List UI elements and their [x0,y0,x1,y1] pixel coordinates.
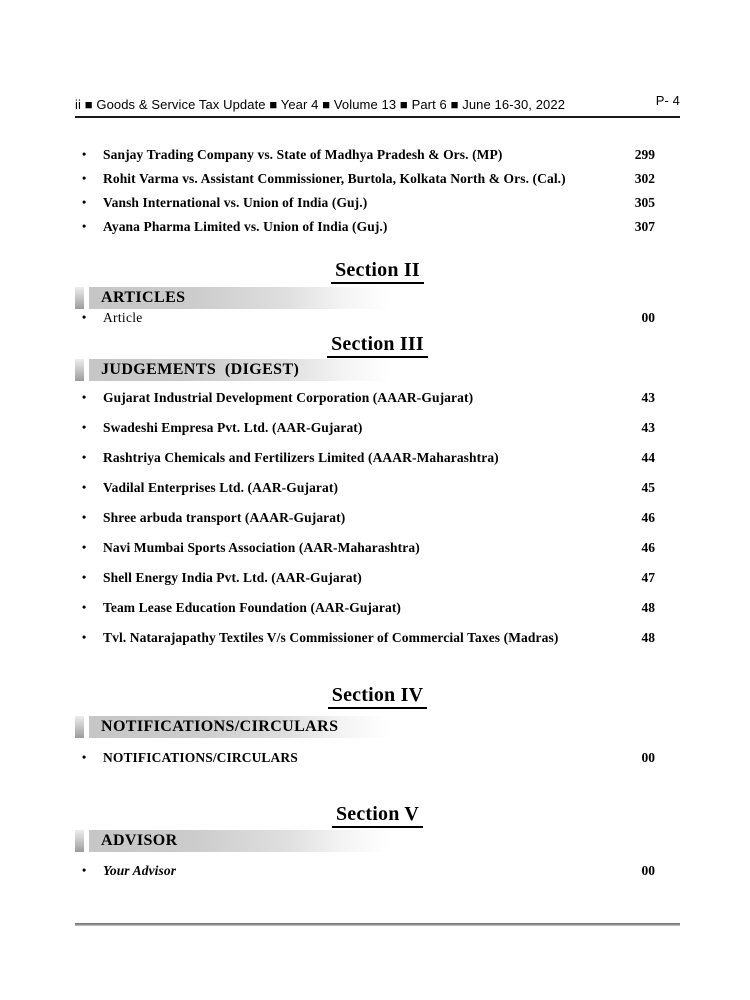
toc-entry-page: 00 [641,863,655,878]
toc-entry-title: Vadilal Enterprises Ltd. (AAR-Gujarat) [103,480,339,495]
banner-accent-strip [75,287,84,309]
bullet-icon: • [82,450,87,464]
toc-entry-page: 45 [641,480,655,495]
toc-entry-title: Your Advisor [103,863,177,878]
bullet-icon: • [82,171,87,185]
toc-entry-page: 307 [634,219,655,234]
section-iii [75,332,680,660]
footer-rule [75,923,680,926]
bullet-icon: • [82,219,87,233]
section-heading-text: Section II [331,259,424,284]
toc-entry-page: 47 [641,570,655,585]
section-banner-label: ARTICLES [101,289,186,306]
banner-bar [89,359,389,381]
toc-entry-page: 46 [641,540,655,555]
judgements-list [75,390,680,660]
toc-entry [75,195,680,219]
section-heading-text: Section V [332,803,423,828]
bullet-icon: • [82,310,87,324]
bullet-icon: • [82,195,87,209]
toc-entry [75,540,680,570]
toc-entry [75,570,680,600]
section-heading [75,683,680,707]
toc-entry [75,450,680,480]
toc-entry-title: Tvl. Natarajapathy Textiles V/s Commissioner of Commercial Taxes (Madras) [103,630,559,645]
toc-entry-page: 48 [641,600,655,615]
toc-entry [75,390,680,420]
bullet-icon: • [82,570,87,584]
bullet-icon: • [82,420,87,434]
toc-entry-page: 43 [641,390,655,405]
case-list-intro [75,147,680,243]
section-heading [75,332,680,356]
toc-entry [75,147,680,171]
toc-entry-title: NOTIFICATIONS/CIRCULARS [103,750,298,765]
toc-entry-title: Shree arbuda transport (AAAR-Gujarat) [103,510,346,525]
toc-entry-page: 00 [641,750,655,765]
toc-entry [75,750,680,770]
section-banner [75,830,680,852]
toc-entry-page: 46 [641,510,655,525]
section-ii [75,258,680,330]
toc-entry-title: Article [103,310,143,325]
section-heading [75,258,680,282]
toc-entry [75,480,680,510]
toc-entry [75,219,680,243]
toc-entry [75,630,680,660]
section-iv [75,683,680,770]
banner-bar [89,830,389,852]
toc-entry-title: Team Lease Education Foundation (AAR-Gujarat) [103,600,402,615]
toc-entry-page: 00 [641,310,655,325]
section-banner [75,359,680,381]
toc-entry-page: 302 [634,171,655,186]
banner-accent-strip [75,830,84,852]
section-heading [75,802,680,826]
bullet-icon: • [82,390,87,404]
bullet-icon: • [82,540,87,554]
section-banner-label: JUDGEMENTS (DIGEST) [101,361,300,378]
bullet-icon: • [82,600,87,614]
bullet-icon: • [82,863,87,877]
toc-entry-page: 44 [641,450,655,465]
section-banner [75,287,680,309]
toc-entry-title: Navi Mumbai Sports Association (AAR-Maharashtra) [103,540,420,555]
toc-entry-title: Shell Energy India Pvt. Ltd. (AAR-Gujarat) [103,570,362,585]
section-banner-label: ADVISOR [101,832,178,849]
toc-entry-page: 43 [641,420,655,435]
banner-bar [89,716,389,738]
toc-entry-title: Rohit Varma vs. Assistant Commissioner, Burtola, Kolkata North & Ors. (Cal.) [103,171,566,186]
toc-entry [75,863,680,883]
banner-bar [89,287,389,309]
toc-entry-title: Vansh International vs. Union of India (Guj.) [103,195,368,210]
toc-entry [75,510,680,540]
bullet-icon: • [82,480,87,494]
toc-entry [75,600,680,630]
running-header-title: ii ■ Goods & Service Tax Update ■ Year 4 ■ Volume 13 ■ Part 6 ■ June 16-30, 2022 [75,97,566,112]
section-v [75,802,680,883]
banner-accent-strip [75,359,84,381]
running-header [75,93,680,118]
section-banner [75,716,680,738]
bullet-icon: • [82,147,87,161]
toc-entry-page: 305 [634,195,655,210]
section-banner-label: NOTIFICATIONS/CIRCULARS [101,718,339,735]
section-heading-text: Section III [327,333,428,358]
toc-entry-title: Ayana Pharma Limited vs. Union of India (Guj.) [103,219,388,234]
toc-entry-title: Swadeshi Empresa Pvt. Ltd. (AAR-Gujarat) [103,420,363,435]
bullet-icon: • [82,750,87,764]
section-heading-text: Section IV [328,684,427,709]
toc-entry-title: Rashtriya Chemicals and Fertilizers Limited (AAAR-Maharashtra) [103,450,499,465]
bullet-icon: • [82,630,87,644]
toc-entry-page: 299 [634,147,655,162]
banner-accent-strip [75,716,84,738]
toc-entry-title: Gujarat Industrial Development Corporation (AAAR-Gujarat) [103,390,474,405]
bullet-icon: • [82,510,87,524]
toc-entry [75,171,680,195]
page-reference: P- 4 [655,93,680,108]
toc-entry-page: 48 [641,630,655,645]
toc-entry [75,310,680,330]
toc-entry-title: Sanjay Trading Company vs. State of Madhya Pradesh & Ors. (MP) [103,147,503,162]
toc-entry [75,420,680,450]
